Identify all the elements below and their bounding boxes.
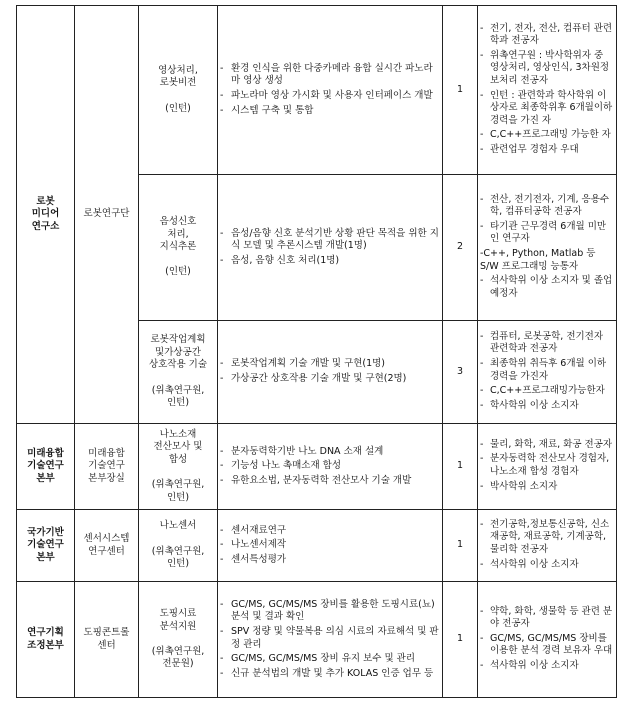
qualifications-list — [478, 331, 616, 413]
duty-item: - GC/MS, GC/MS/MS 장비 유지 보수 및 관리 — [220, 653, 439, 666]
qualifications-cell — [478, 510, 617, 582]
headcount-cell: 1 — [443, 582, 478, 698]
duties-cell — [218, 321, 443, 424]
qualifications-cell — [478, 175, 617, 321]
duties-list — [218, 525, 442, 567]
duties-list — [218, 599, 442, 681]
qualification-item: - 최종학위 취득후 6개월 이하 경력을 가진자 — [480, 358, 613, 383]
qualifications-cell — [478, 424, 617, 510]
field-cell: 나노소재 전산모사 및 합성 (위촉연구원, 인턴) — [139, 424, 218, 510]
headcount-cell: 3 — [443, 321, 478, 424]
duties-list — [218, 63, 442, 117]
duty-item: - 로봇작업계획 기술 개발 및 구현(1명) — [220, 358, 439, 371]
duties-list — [218, 446, 442, 488]
qualification-item: - 컴퓨터, 로봇공학, 전기전자 관련학과 전공자 — [480, 331, 613, 356]
field-cell: 영상처리, 로봇비전 (인턴) — [139, 6, 218, 175]
institute-cell: 미래융합 기술연구 본부 — [17, 424, 75, 510]
table-row — [17, 6, 617, 175]
duty-item: - 유한요소법, 분자동력학 전산모사 기술 개발 — [220, 475, 439, 488]
headcount-cell: 1 — [443, 510, 478, 582]
qualifications-list — [478, 194, 616, 301]
duty-item: - 센서재료연구 — [220, 525, 439, 538]
duty-item: - SPV 정량 및 약물복용 의심 시료의 자료해석 및 판정 관리 — [220, 626, 439, 651]
qualification-item: - 약학, 화학, 생물학 등 관련 분야 전공자 — [480, 606, 613, 631]
qualifications-list — [478, 439, 616, 493]
duties-cell — [218, 582, 443, 698]
qualification-item: - 학사학위 이상 소지자 — [480, 400, 613, 413]
qualification-item: - 위촉연구원 : 박사학위자 중 영상처리, 영상인식, 3차원정보처리 전공자 — [480, 50, 613, 88]
table-row — [17, 424, 617, 510]
field-cell: 로봇작업계획 및가상공간 상호작용 기술 (위촉연구원, 인턴) — [139, 321, 218, 424]
table-row — [17, 582, 617, 698]
institute-cell: 로봇 미디어 연구소 — [17, 6, 75, 424]
qualifications-cell — [478, 582, 617, 698]
recruitment-table — [16, 5, 617, 698]
duties-list — [218, 228, 442, 268]
field-cell: 나노센서 (위촉연구원, 인턴) — [139, 510, 218, 582]
qualification-item: - 물리, 화학, 재료, 화공 전공자 — [480, 439, 613, 452]
qualification-item: - 전산, 전기전자, 기계, 응용수학, 컴퓨터공학 전공자 — [480, 194, 613, 219]
department-cell: 센서시스템 연구센터 — [75, 510, 139, 582]
institute-cell: 연구기획 조정본부 — [17, 582, 75, 698]
duty-item: - 가상공간 상호작용 기술 개발 및 구현(2명) — [220, 373, 439, 386]
duties-cell — [218, 175, 443, 321]
duty-item: - 음성/음향 신호 분석기반 상황 판단 목적을 위한 지식 모델 및 추론시스템 개발(1명) — [220, 228, 439, 253]
qualifications-cell — [478, 6, 617, 175]
qualification-item: - 인턴 : 관련학과 학사학위 이상자로 최종학위후 6개월이하 경력을 가진 자 — [480, 90, 613, 128]
qualification-item: - 석사학위 이상 소지자 — [480, 559, 613, 572]
institute-cell: 국가기반 기술연구 본부 — [17, 510, 75, 582]
qualification-item: - 분자동력학 전산모사 경험자, 나노소재 합성 경험자 — [480, 453, 613, 478]
qualification-item: - C,C++프로그래밍가능한자 — [480, 385, 613, 398]
duty-item: - GC/MS, GC/MS/MS 장비를 활용한 도핑시료(뇨)분석 및 결과 확인 — [220, 599, 439, 624]
qualification-item: - GC/MS, GC/MS/MS 장비를 이용한 분석 경력 보유자 우대 — [480, 633, 613, 658]
qualifications-list — [478, 23, 616, 157]
qualifications-cell — [478, 321, 617, 424]
qualification-item: - 타기관 근무경력 6개월 미만인 연구자 — [480, 221, 613, 246]
duties-list — [218, 358, 442, 385]
qualification-item: - 박사학위 소지자 — [480, 481, 613, 494]
headcount-cell: 1 — [443, 6, 478, 175]
headcount-cell: 1 — [443, 424, 478, 510]
qualification-item: - 전기공학,정보통신공학, 신소재공학, 재료공학, 기계공학, 물리학 전공자 — [480, 519, 613, 557]
qualification-item: - C,C++프로그래밍 가능한 자 — [480, 129, 613, 142]
headcount-cell: 2 — [443, 175, 478, 321]
duty-item: - 신규 분석법의 개발 및 추가 KOLAS 인증 업무 등 — [220, 668, 439, 681]
qualification-item: - 석사학위 이상 소지자 — [480, 660, 613, 673]
duty-item: - 파노라마 영상 가시화 및 사용자 인터페이스 개발 — [220, 90, 439, 103]
qualifications-list — [478, 606, 616, 673]
department-cell: 로봇연구단 — [75, 6, 139, 424]
duty-item: - 음성, 음향 신호 처리(1명) — [220, 255, 439, 268]
duty-item: - 시스템 구축 및 통합 — [220, 105, 439, 118]
qualification-item: - 전기, 전자, 전산, 컴퓨터 관련학과 전공자 — [480, 23, 613, 48]
field-cell: 도핑시료 분석지원 (위촉연구원, 전문원) — [139, 582, 218, 698]
qualifications-list — [478, 519, 616, 571]
duty-item: - 센서특성평가 — [220, 554, 439, 567]
duty-item: - 기능성 나노 촉매소재 합성 — [220, 460, 439, 473]
duties-cell — [218, 424, 443, 510]
table-body — [17, 6, 617, 698]
department-cell: 도핑콘트롤 센터 — [75, 582, 139, 698]
duty-item: - 분자동력학기반 나노 DNA 소재 설계 — [220, 446, 439, 459]
duties-cell — [218, 6, 443, 175]
qualification-item: -C++, Python, Matlab 등 S/W 프로그래밍 능통자 — [480, 248, 596, 272]
field-cell: 음성신호 처리, 지식추론 (인턴) — [139, 175, 218, 321]
duty-item: - 나노센서제작 — [220, 539, 439, 552]
duties-cell — [218, 510, 443, 582]
table-row — [17, 510, 617, 582]
department-cell: 미래융합 기술연구 본부장실 — [75, 424, 139, 510]
qualification-item: - 관련업무 경험자 우대 — [480, 144, 613, 157]
duty-item: - 환경 인식을 위한 다중카메라 융합 실시간 파노라마 영상 생성 — [220, 63, 439, 88]
qualification-item: - 석사학위 이상 소지자 및 졸업예정자 — [480, 275, 613, 300]
